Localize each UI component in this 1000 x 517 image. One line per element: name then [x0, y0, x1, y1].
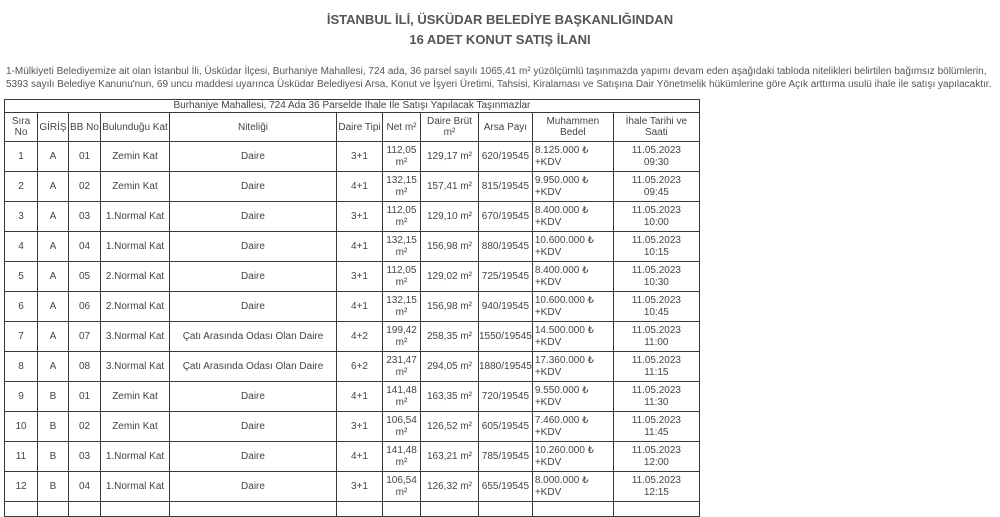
cell-empty [69, 502, 101, 517]
ihale-time: 11:15 [644, 366, 669, 378]
cell-bedel: 9.550.000 ₺+KDV [532, 382, 613, 412]
cell-ihale-tarihi [613, 412, 699, 442]
ihale-time: 11:45 [644, 426, 669, 438]
cell-nitelik: Daire [170, 412, 337, 442]
cell-giris: A [38, 172, 69, 202]
cell-bb-no: 05 [69, 262, 101, 292]
cell-brut: 126,52 m² [421, 412, 479, 442]
cell-brut: 156,98 m² [421, 292, 479, 322]
cell-arsa-payi: 655/19545 [479, 472, 533, 502]
cell-kat: 1.Normal Kat [101, 442, 170, 472]
cell-net: 132,15 m² [383, 232, 421, 262]
ihale-time: 09:45 [643, 186, 669, 198]
cell-net: 141,48 m² [383, 442, 421, 472]
cell-giris: B [38, 472, 69, 502]
cell-nitelik: Çatı Arasında Odası Olan Daire [170, 322, 337, 352]
cell-bb-no: 04 [69, 232, 101, 262]
cell-sira: 3 [5, 202, 38, 232]
cell-bedel: 10.600.000 ₺+KDV [532, 232, 613, 262]
cell-bb-no: 06 [69, 292, 101, 322]
cell-daire-tipi: 4+1 [337, 172, 383, 202]
ihale-date: 11.05.2023 [631, 414, 681, 426]
cell-kat: 2.Normal Kat [101, 292, 170, 322]
cell-empty [170, 502, 337, 517]
ihale-date: 11.05.2023 [631, 204, 681, 216]
cell-net: 132,15 m² [383, 292, 421, 322]
cell-giris: A [38, 142, 69, 172]
ihale-time: 09:30 [643, 156, 669, 168]
cell-sira: 7 [5, 322, 38, 352]
ihale-time: 11:00 [644, 336, 669, 348]
cell-arsa-payi: 940/19545 [479, 292, 533, 322]
table-header-row [5, 113, 700, 142]
cell-sira: 8 [5, 352, 38, 382]
cell-arsa-payi: 725/19545 [479, 262, 533, 292]
cell-nitelik: Daire [170, 382, 337, 412]
cell-empty [38, 502, 69, 517]
ihale-date: 11.05.2023 [631, 474, 681, 486]
cell-arsa-payi: 620/19545 [479, 142, 533, 172]
cell-nitelik: Daire [170, 142, 337, 172]
cell-brut: 294,05 m² [421, 352, 479, 382]
table-row [5, 442, 700, 472]
cell-ihale-tarihi [613, 232, 699, 262]
cell-kat: 1.Normal Kat [101, 472, 170, 502]
ihale-time: 10:00 [643, 216, 669, 228]
cell-arsa-payi: 815/19545 [479, 172, 533, 202]
cell-brut: 163,35 m² [421, 382, 479, 412]
ihale-date: 11.05.2023 [631, 444, 681, 456]
cell-bb-no: 01 [69, 382, 101, 412]
cell-daire-tipi: 4+1 [337, 232, 383, 262]
cell-bedel: 8.000.000 ₺+KDV [532, 472, 613, 502]
cell-bb-no: 07 [69, 322, 101, 352]
column-header-kat: Bulunduğu Kat [101, 113, 170, 142]
cell-empty [337, 502, 383, 517]
cell-sira: 9 [5, 382, 38, 412]
table-row-partial [5, 502, 700, 517]
table-caption: Burhaniye Mahallesi, 724 Ada 36 Parselde İhale İle Satışı Yapılacak Taşınmazlar [5, 100, 700, 113]
cell-ihale-tarihi [613, 262, 699, 292]
cell-bb-no: 01 [69, 142, 101, 172]
cell-daire-tipi: 3+1 [337, 262, 383, 292]
table-row [5, 232, 700, 262]
cell-kat: Zemin Kat [101, 382, 170, 412]
cell-net: 106,54 m² [383, 472, 421, 502]
cell-daire-tipi: 4+1 [337, 442, 383, 472]
cell-nitelik: Daire [170, 232, 337, 262]
cell-sira: 4 [5, 232, 38, 262]
page-title: İSTANBUL İLİ, ÜSKÜDAR BELEDİYE BAŞKANLIĞINDAN [326, 12, 674, 27]
cell-giris: A [38, 232, 69, 262]
cell-kat: 3.Normal Kat [101, 352, 170, 382]
cell-bb-no: 08 [69, 352, 101, 382]
cell-net: 112,05 m² [383, 262, 421, 292]
table-row [5, 322, 700, 352]
cell-brut: 129,02 m² [421, 262, 479, 292]
cell-sira: 2 [5, 172, 38, 202]
table-row [5, 142, 700, 172]
cell-arsa-payi: 880/19545 [479, 232, 533, 262]
cell-bedel: 8.400.000 ₺+KDV [532, 262, 613, 292]
column-header-bb-no: BB No [69, 113, 101, 142]
cell-giris: B [38, 412, 69, 442]
cell-bedel: 14.500.000 ₺+KDV [532, 322, 613, 352]
ihale-date: 11.05.2023 [631, 174, 681, 186]
table-row [5, 202, 700, 232]
cell-net: 141,48 m² [383, 382, 421, 412]
cell-arsa-payi: 785/19545 [479, 442, 533, 472]
cell-empty [5, 502, 38, 517]
ihale-date: 11.05.2023 [631, 264, 681, 276]
cell-ihale-tarihi [613, 172, 699, 202]
cell-brut: 129,17 m² [421, 142, 479, 172]
cell-sira: 5 [5, 262, 38, 292]
cell-giris: A [38, 352, 69, 382]
cell-empty [421, 502, 479, 517]
cell-empty [101, 502, 170, 517]
cell-brut: 258,35 m² [421, 322, 479, 352]
cell-empty [479, 502, 533, 517]
ihale-date: 11.05.2023 [631, 354, 681, 366]
cell-nitelik: Daire [170, 172, 337, 202]
ihale-time: 12:00 [643, 456, 669, 468]
cell-ihale-tarihi [613, 472, 699, 502]
cell-ihale-tarihi [613, 442, 699, 472]
ihale-time: 10:30 [643, 276, 669, 288]
cell-brut: 129,10 m² [421, 202, 479, 232]
sale-table [4, 99, 700, 517]
column-header-arsa-payi: Arsa Payı [479, 113, 533, 142]
ihale-time: 12:15 [643, 486, 669, 498]
cell-bb-no: 02 [69, 412, 101, 442]
ihale-time: 10:15 [643, 246, 669, 258]
cell-ihale-tarihi [613, 322, 699, 352]
cell-bedel: 10.600.000 ₺+KDV [532, 292, 613, 322]
ihale-time: 11:30 [644, 396, 669, 408]
intro-paragraph: 1-Mülkiyeti Belediyemize ait olan İstanbul İli, Üsküdar İlçesi, Burhaniye Mahallesi, 724 ada, 36 parsel sayılı 1065,41 m² yüzölçümlü taşınmazda yapımı devam eden aşağıdaki tabloda nitelikleri belirtilen bağımsız bölümlerin, 5393 sayılı Belediye Kanunu'nun, 69 uncu maddesi uyarınca Üsküdar Belediyesi Arsa, Konut ve İşyeri Üretimi, Tahsisi, Kiralaması ve Satışına Dair Yönetmelik hükümlerine göre Açık arttırma usulü ihale ile satışı yapılacaktır. [6, 66, 992, 90]
table-row [5, 472, 700, 502]
cell-arsa-payi: 1550/19545 [479, 322, 533, 352]
cell-nitelik: Daire [170, 442, 337, 472]
cell-arsa-payi: 605/19545 [479, 412, 533, 442]
cell-bb-no: 02 [69, 172, 101, 202]
column-header-brut: Daire Brüt m² [421, 113, 479, 142]
cell-brut: 156,98 m² [421, 232, 479, 262]
ihale-date: 11.05.2023 [631, 234, 681, 246]
cell-giris: B [38, 442, 69, 472]
cell-giris: B [38, 382, 69, 412]
cell-brut: 126,32 m² [421, 472, 479, 502]
cell-arsa-payi: 670/19545 [479, 202, 533, 232]
cell-kat: 2.Normal Kat [101, 262, 170, 292]
column-header-sira: Sıra No [5, 113, 38, 142]
cell-nitelik: Daire [170, 472, 337, 502]
cell-bb-no: 04 [69, 472, 101, 502]
cell-net: 112,05 m² [383, 202, 421, 232]
cell-daire-tipi: 4+1 [337, 292, 383, 322]
cell-brut: 157,41 m² [421, 172, 479, 202]
table-row [5, 382, 700, 412]
column-header-daire-tipi: Daire Tipi [337, 113, 383, 142]
cell-sira: 10 [5, 412, 38, 442]
cell-ihale-tarihi [613, 142, 699, 172]
cell-daire-tipi: 3+1 [337, 472, 383, 502]
table-row [5, 412, 700, 442]
cell-sira: 1 [5, 142, 38, 172]
table-row [5, 172, 700, 202]
ihale-date: 11.05.2023 [631, 294, 681, 306]
cell-net: 112,05 m² [383, 142, 421, 172]
cell-bb-no: 03 [69, 202, 101, 232]
cell-arsa-payi: 720/19545 [479, 382, 533, 412]
cell-daire-tipi: 3+1 [337, 202, 383, 232]
cell-nitelik: Çatı Arasında Odası Olan Daire [170, 352, 337, 382]
cell-nitelik: Daire [170, 262, 337, 292]
cell-empty [383, 502, 421, 517]
cell-bedel: 8.125.000 ₺+KDV [532, 142, 613, 172]
cell-sira: 11 [5, 442, 38, 472]
cell-net: 231,47 m² [383, 352, 421, 382]
column-header-tarih: İhale Tarihi ve Saati [613, 113, 699, 142]
cell-kat: 1.Normal Kat [101, 232, 170, 262]
cell-daire-tipi: 6+2 [337, 352, 383, 382]
cell-giris: A [38, 322, 69, 352]
cell-daire-tipi: 3+1 [337, 412, 383, 442]
cell-kat: Zemin Kat [101, 172, 170, 202]
cell-empty [613, 502, 699, 517]
cell-kat: Zemin Kat [101, 412, 170, 442]
ihale-date: 11.05.2023 [631, 384, 681, 396]
table-row [5, 262, 700, 292]
cell-arsa-payi: 1880/19545 [479, 352, 533, 382]
column-header-nitelik: Niteliği [170, 113, 337, 142]
ihale-date: 11.05.2023 [631, 144, 681, 156]
cell-sira: 12 [5, 472, 38, 502]
cell-ihale-tarihi [613, 292, 699, 322]
cell-net: 106,54 m² [383, 412, 421, 442]
table-row [5, 352, 700, 382]
cell-net: 199,42 m² [383, 322, 421, 352]
cell-ihale-tarihi [613, 202, 699, 232]
cell-bedel: 7.460.000 ₺+KDV [532, 412, 613, 442]
cell-bedel: 9.950.000 ₺+KDV [532, 172, 613, 202]
cell-daire-tipi: 3+1 [337, 142, 383, 172]
cell-daire-tipi: 4+1 [337, 382, 383, 412]
cell-giris: A [38, 292, 69, 322]
cell-sira: 6 [5, 292, 38, 322]
cell-brut: 163,21 m² [421, 442, 479, 472]
cell-bedel: 8.400.000 ₺+KDV [532, 202, 613, 232]
cell-net: 132,15 m² [383, 172, 421, 202]
cell-kat: Zemin Kat [101, 142, 170, 172]
cell-giris: A [38, 202, 69, 232]
cell-giris: A [38, 262, 69, 292]
cell-bedel: 10.260.000 ₺+KDV [532, 442, 613, 472]
cell-bedel: 17.360.000 ₺+KDV [532, 352, 613, 382]
cell-nitelik: Daire [170, 202, 337, 232]
ihale-date: 11.05.2023 [631, 324, 681, 336]
page-subtitle: 16 ADET KONUT SATIŞ İLANI [409, 32, 591, 47]
ihale-time: 10:45 [643, 306, 669, 318]
cell-bb-no: 03 [69, 442, 101, 472]
cell-ihale-tarihi [613, 352, 699, 382]
cell-daire-tipi: 4+2 [337, 322, 383, 352]
cell-ihale-tarihi [613, 382, 699, 412]
cell-nitelik: Daire [170, 292, 337, 322]
cell-empty [532, 502, 613, 517]
column-header-net: Net m² [383, 113, 421, 142]
column-header-giris: GİRİŞ [38, 113, 69, 142]
cell-kat: 1.Normal Kat [101, 202, 170, 232]
column-header-bedel: Muhammen Bedel [532, 113, 613, 142]
table-row [5, 292, 700, 322]
cell-kat: 3.Normal Kat [101, 322, 170, 352]
